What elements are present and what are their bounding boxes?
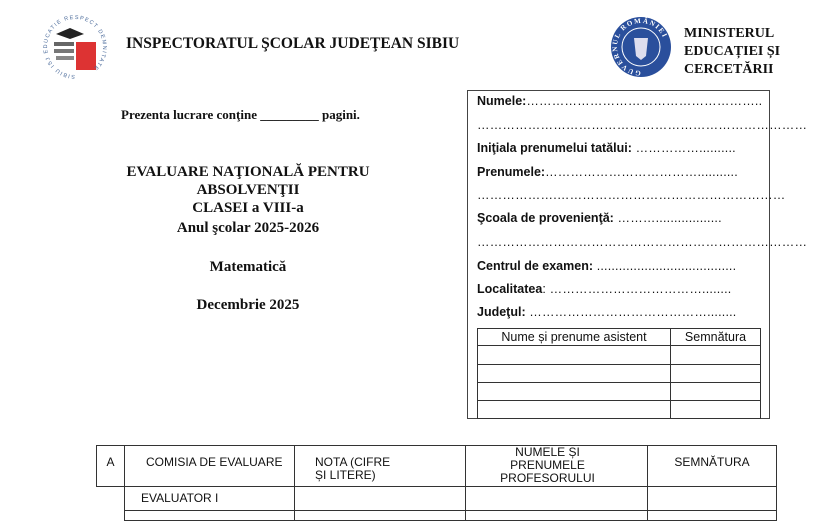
- field-scoala[interactable]: Şcoala de provenienţă: ………..................: [477, 211, 722, 225]
- evaluator-label: EVALUATOR I: [125, 487, 295, 511]
- ministry-name: [684, 25, 780, 79]
- assistant-name-cell[interactable]: [478, 383, 671, 401]
- field-numele-cont[interactable]: ……………………………………………………………………: [477, 118, 808, 132]
- gov-seal-ring-text: GUVERNUL ROMÂNIEI: [610, 16, 670, 78]
- field-prenumele-cont[interactable]: ……………….………………………………………………: [477, 188, 786, 202]
- inspectorate-name: INSPECTORATUL ŞCOLAR JUDEŢEAN SIBIU: [126, 35, 460, 52]
- header-grade: NOTA (CIFRE ȘI LITERE): [295, 446, 466, 487]
- field-initiala[interactable]: Iniţiala prenumelui tatălui: ……………..........: [477, 141, 736, 155]
- assistant-table: [477, 328, 761, 419]
- school-year: Anul şcolar 2025-2026: [176, 220, 320, 236]
- ministry-line: MINISTERUL: [684, 26, 775, 41]
- header-a: A: [97, 446, 125, 487]
- exam-line: EVALUARE NAŢIONALĂ PENTRU ABSOLVENŢII: [126, 164, 370, 198]
- assistant-signature-cell[interactable]: [671, 383, 761, 401]
- assistant-name-cell[interactable]: [478, 401, 671, 419]
- header-commission: COMISIA DE EVALUARE: [125, 446, 295, 487]
- header-teacher-name: NUMELE ȘI PRENUMELE PROFESORULUI: [466, 446, 648, 487]
- evaluator-cell: [125, 511, 295, 521]
- assistant-signature-cell[interactable]: [671, 365, 761, 383]
- signature-cell[interactable]: [648, 511, 777, 521]
- assistant-signature-cell[interactable]: [671, 401, 761, 419]
- assistant-name-header: Nume și prenume asistent: [478, 329, 671, 346]
- signature-cell[interactable]: [648, 487, 777, 511]
- field-prenumele[interactable]: Prenumele:………………………………...........: [477, 165, 738, 179]
- field-localitatea[interactable]: Localitatea: ………………………………........: [477, 282, 732, 296]
- government-seal: [610, 16, 672, 78]
- grade-cell[interactable]: [295, 511, 466, 521]
- field-numele[interactable]: Numele:………………………………………………..: [477, 94, 763, 108]
- exam-title: [78, 163, 418, 217]
- assistant-name-cell[interactable]: [478, 365, 671, 383]
- isj-logo: [40, 12, 110, 82]
- table-row: [478, 401, 761, 419]
- ministry-line: EDUCAȚIEI ȘI: [684, 44, 781, 59]
- teacher-name-cell[interactable]: [466, 511, 648, 521]
- pages-note: Prezenta lucrare conţine _________ pagini.: [121, 107, 360, 122]
- teacher-name-cell[interactable]: [466, 487, 648, 511]
- ministry-line: CERCETĂRII: [684, 62, 774, 77]
- field-centrul[interactable]: Centrul de examen: ......................................: [477, 259, 737, 273]
- session: Decembrie 2025: [196, 297, 300, 313]
- table-header-row: [97, 446, 777, 487]
- table-row: [97, 487, 777, 511]
- table-row: [478, 365, 761, 383]
- evaluation-table: [96, 445, 777, 521]
- subject: Matematică: [209, 259, 287, 275]
- field-judetul[interactable]: Judeţul: ……………………………………........: [477, 305, 737, 319]
- table-row: [478, 383, 761, 401]
- isj-logo-ring-text: SIBIU ISJ EDUCATIE RESPECT DEMNITATE: [42, 14, 108, 80]
- empty-cell: [97, 487, 125, 511]
- assistant-signature-header: Semnătura: [671, 329, 761, 346]
- field-scoala-cont[interactable]: ……………………………………………………………………: [477, 235, 808, 249]
- assistant-signature-cell[interactable]: [671, 346, 761, 365]
- empty-cell: [97, 511, 125, 521]
- class-line: CLASEI a VIII-a: [192, 200, 304, 216]
- assistant-name-cell[interactable]: [478, 346, 671, 365]
- student-info-box: [467, 90, 808, 419]
- header-signature: SEMNĂTURA: [648, 446, 777, 487]
- table-row: [478, 346, 761, 365]
- grade-cell[interactable]: [295, 487, 466, 511]
